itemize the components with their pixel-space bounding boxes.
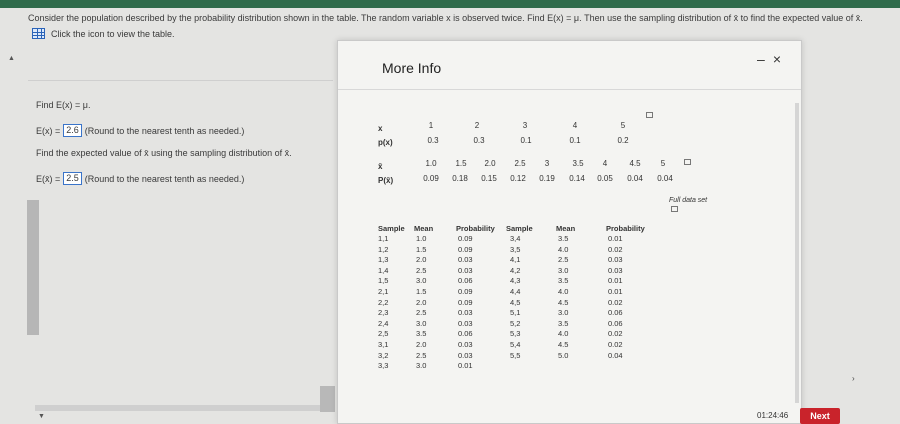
dialog-controls: [757, 51, 789, 67]
sample-cell: 5,2: [510, 318, 521, 328]
mean-cell: 2.0: [416, 340, 427, 349]
pop-x-value: 5: [620, 121, 626, 130]
probability-cell: 0.06: [458, 276, 473, 286]
copy-icon[interactable]: [684, 159, 691, 165]
dialog-divider: [338, 89, 801, 90]
mean-cell: 1.0: [416, 234, 427, 243]
probability-cell: 0.03: [608, 265, 623, 275]
dialog-title: More Info: [382, 60, 442, 76]
mean-cell: 2.5: [416, 265, 427, 275]
mean-cell: 4.0: [558, 329, 569, 339]
samp-p-value: 0.05: [597, 174, 613, 183]
sample-cell: 4,3: [510, 276, 521, 286]
chevron-right-icon[interactable]: ›: [852, 374, 855, 383]
mean-cell: 3.0: [416, 276, 427, 286]
ex-answer-field[interactable]: 2.6: [63, 124, 82, 137]
find-mu-prompt: Find E(x) = μ.: [36, 100, 91, 110]
mean-cell: 4.5: [558, 340, 569, 349]
mean-cell: 4.0: [558, 244, 569, 254]
probability-cell: 0.03: [608, 255, 623, 265]
samp-x-value: 4: [602, 159, 608, 168]
probability-cell: 0.01: [608, 276, 623, 286]
samp-p-value: 0.18: [452, 174, 468, 183]
pop-p-value: 0.3: [473, 136, 485, 145]
probability-cell: 0.06: [608, 308, 623, 318]
samp-p-value: 0.09: [423, 174, 439, 183]
probability-cell: 0.02: [608, 244, 623, 254]
sample-cell: 2,2: [378, 297, 389, 307]
mean-cell: 3.0: [416, 318, 427, 328]
sample-cell: 5,4: [510, 340, 521, 349]
scroll-down-arrow-icon[interactable]: ▼: [38, 413, 45, 420]
minimize-icon[interactable]: –: [757, 51, 773, 67]
sample-cell: 2,3: [378, 308, 389, 318]
sample-cell: 2,1: [378, 287, 389, 296]
view-table-label[interactable]: Click the icon to view the table.: [51, 28, 175, 39]
mean-cell: 1.5: [416, 244, 427, 254]
mean-cell: 2.5: [416, 308, 427, 318]
sample-cell: 3,5: [510, 244, 521, 254]
sample-cell: 1,3: [378, 255, 389, 265]
sample-cell: 3,4: [510, 234, 521, 243]
probability-cell: 0.03: [458, 318, 473, 328]
samp-x-value: 2.5: [514, 159, 526, 168]
mean-cell: 4.0: [558, 287, 569, 296]
pxbar-header: P(x̄): [378, 176, 394, 185]
dialog-scrollbar[interactable]: [795, 103, 799, 403]
mean-cell: 2.0: [416, 297, 427, 307]
pop-p-value: 0.1: [520, 136, 532, 145]
sample-cell: 3,1: [378, 340, 389, 349]
col-header: Probability: [606, 224, 645, 233]
samp-p-value: 0.04: [657, 174, 673, 183]
find-xbar-prompt: Find the expected value of x̄ using the sampling distribution of x̄.: [36, 148, 292, 158]
col-header: Probability: [456, 224, 495, 233]
sample-cell: 4,2: [510, 265, 521, 275]
mean-cell: 4.5: [558, 297, 569, 307]
samp-x-value: 4.5: [629, 159, 641, 168]
view-table-link[interactable]: [32, 28, 175, 39]
pop-x-value: 2: [474, 121, 480, 130]
probability-cell: 0.04: [608, 350, 623, 360]
sample-cell: 2,4: [378, 318, 389, 328]
px-header: p(x): [378, 138, 393, 147]
probability-cell: 0.03: [458, 340, 473, 349]
col-header: Sample: [378, 224, 405, 233]
exbar-answer-row: [36, 172, 244, 185]
full-data-set-link[interactable]: [669, 197, 707, 212]
next-button[interactable]: Next: [800, 408, 840, 424]
horizontal-scrollbar[interactable]: [35, 405, 335, 411]
samp-p-value: 0.14: [569, 174, 585, 183]
pop-x-value: 1: [428, 121, 434, 130]
pop-p-value: 0.1: [569, 136, 581, 145]
collapse-arrow-icon[interactable]: ▲: [8, 55, 15, 62]
probability-cell: 0.09: [458, 234, 473, 243]
samp-x-value: 1.0: [425, 159, 437, 168]
mean-cell: 2.5: [416, 350, 427, 360]
x-header: x: [378, 124, 383, 133]
data-set-icon[interactable]: [671, 206, 678, 212]
top-accent-bar: [0, 0, 900, 8]
probability-cell: 0.09: [458, 244, 473, 254]
close-icon[interactable]: ×: [772, 51, 789, 67]
sample-cell: 4,1: [510, 255, 521, 265]
sample-cell: 5,1: [510, 308, 521, 318]
mean-cell: 3.0: [416, 361, 427, 371]
mean-cell: 3.5: [558, 318, 569, 328]
samp-p-value: 0.15: [481, 174, 497, 183]
sample-cell: 1,2: [378, 244, 389, 254]
sample-cell: 3,2: [378, 350, 389, 360]
samp-p-value: 0.12: [510, 174, 526, 183]
probability-cell: 0.01: [608, 287, 623, 296]
probability-cell: 0.03: [458, 265, 473, 275]
samp-x-value: 5: [660, 159, 666, 168]
sample-cell: 2,5: [378, 329, 389, 339]
left-scrollbar[interactable]: [27, 200, 39, 335]
xbar-header: x̄: [378, 162, 383, 171]
ex-hint: (Round to the nearest tenth as needed.): [84, 125, 245, 136]
mean-cell: 2.0: [416, 255, 427, 265]
sample-cell: 4,5: [510, 297, 521, 307]
probability-cell: 0.06: [608, 318, 623, 328]
more-info-dialog: [337, 40, 802, 424]
samp-x-value: 1.5: [455, 159, 467, 168]
timer: 01:24:46: [757, 411, 789, 420]
exbar-hint: (Round to the nearest tenth as needed.): [84, 173, 245, 184]
ex-answer-row: [36, 124, 244, 137]
probability-cell: 0.09: [458, 287, 473, 296]
mean-cell: 1.5: [416, 287, 427, 296]
probability-cell: 0.01: [458, 361, 473, 371]
sample-cell: 3,3: [378, 361, 389, 371]
samp-p-value: 0.19: [539, 174, 555, 183]
mean-cell: 3.5: [558, 276, 569, 286]
table-icon[interactable]: [32, 28, 45, 39]
exbar-label: E(x̄) =: [36, 173, 61, 184]
mean-cell: 3.0: [558, 308, 569, 318]
mean-cell: 3.5: [416, 329, 427, 339]
full-data-set-label[interactable]: Full data set: [669, 197, 708, 204]
pop-p-value: 0.3: [427, 136, 439, 145]
samp-x-value: 3.5: [572, 159, 584, 168]
pop-x-value: 3: [522, 121, 528, 130]
probability-cell: 0.03: [458, 350, 473, 360]
ex-label: E(x) =: [36, 125, 61, 136]
pop-x-value: 4: [572, 121, 578, 130]
probability-cell: 0.01: [608, 234, 623, 243]
col-header: Mean: [556, 224, 576, 233]
exbar-answer-field[interactable]: 2.5: [63, 172, 82, 185]
probability-cell: 0.06: [458, 329, 473, 339]
probability-cell: 0.09: [458, 297, 473, 307]
probability-cell: 0.03: [458, 255, 473, 265]
scroll-thumb[interactable]: [320, 386, 335, 412]
samp-x-value: 3: [544, 159, 550, 168]
mean-cell: 2.5: [558, 255, 569, 265]
probability-cell: 0.03: [458, 308, 473, 318]
pop-p-value: 0.2: [617, 136, 629, 145]
sample-cell: 1,1: [378, 234, 389, 243]
sample-cell: 1,4: [378, 265, 389, 275]
divider: [28, 80, 333, 81]
col-header: Sample: [506, 224, 533, 233]
samp-p-value: 0.04: [627, 174, 643, 183]
probability-cell: 0.02: [608, 297, 623, 307]
sample-cell: 4,4: [510, 287, 521, 296]
probability-cell: 0.02: [608, 329, 623, 339]
sample-cell: 5,5: [510, 350, 521, 360]
question-text: Consider the population described by the probability distribution shown in the table. The random variable x is observed twice. Find E(x) = μ. Then use the sampling distribution of x̄ to find the expected value of x̄.: [28, 13, 863, 23]
col-header: Mean: [414, 224, 434, 233]
samp-x-value: 2.0: [484, 159, 496, 168]
sample-cell: 1,5: [378, 276, 389, 286]
sample-cell: 5,3: [510, 329, 521, 339]
mean-cell: 3.5: [558, 234, 569, 243]
probability-cell: 0.02: [608, 340, 623, 349]
copy-icon[interactable]: [646, 112, 653, 118]
mean-cell: 5.0: [558, 350, 569, 360]
mean-cell: 3.0: [558, 265, 569, 275]
